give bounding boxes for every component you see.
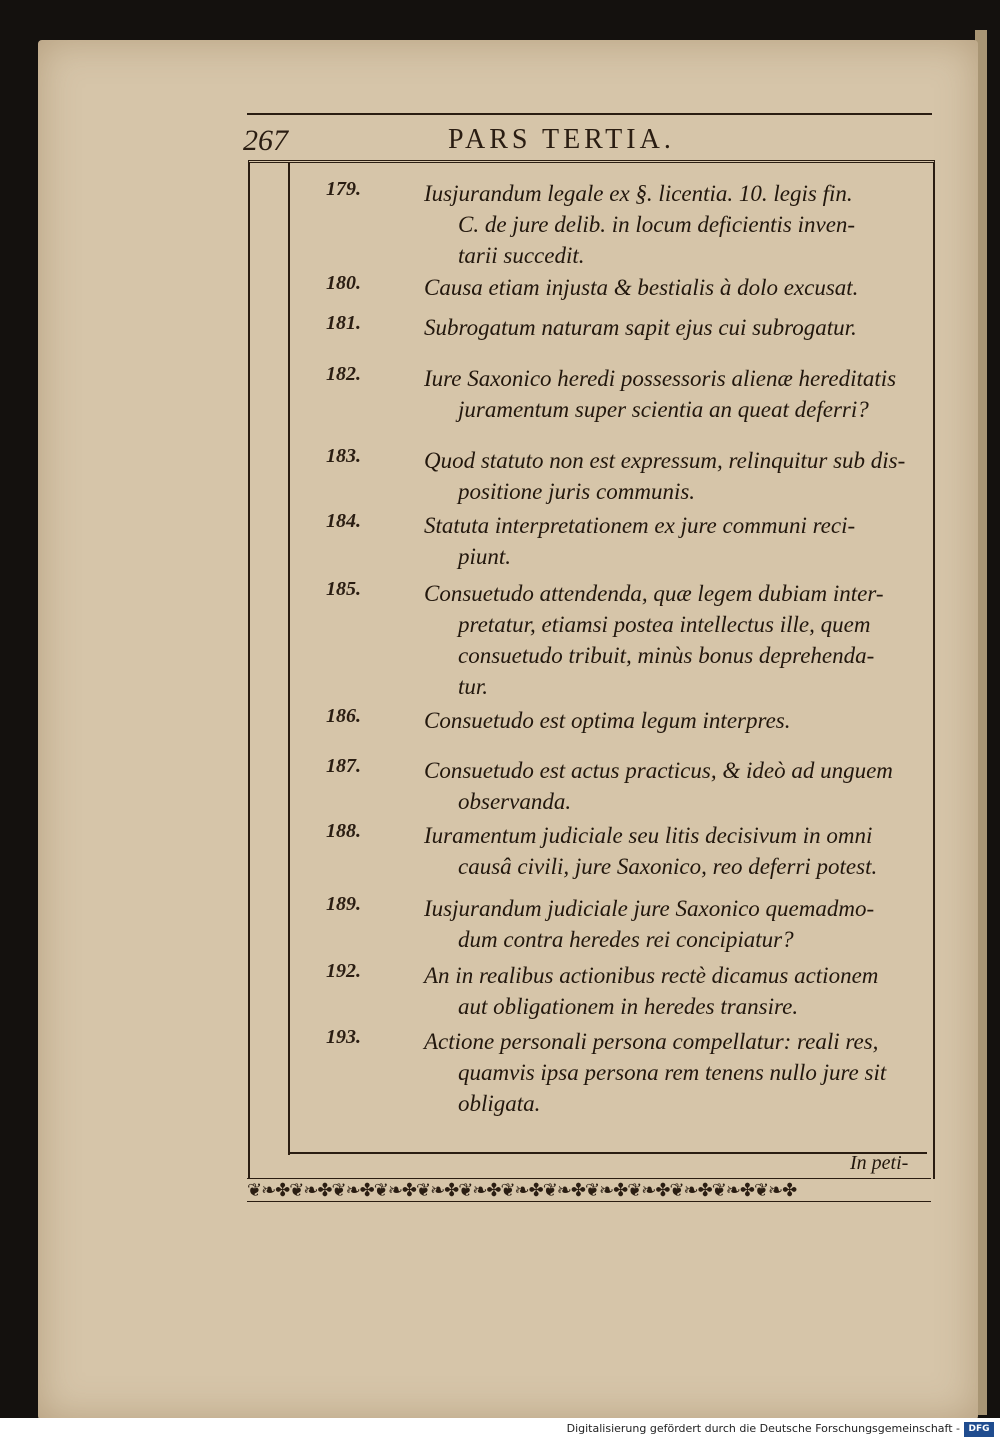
entry-line: aut obligationem in heredes transire. bbox=[458, 994, 799, 1019]
entry-number: 189. bbox=[326, 893, 361, 915]
entry-line: Consuetudo attendenda, quæ legem dubiam inter- bbox=[424, 581, 884, 606]
entry-line: consuetudo tribuit, minùs bonus deprehenda- bbox=[458, 643, 875, 668]
catchword: In peti- bbox=[850, 1152, 909, 1174]
entry-number: 184. bbox=[326, 510, 361, 532]
entry-text bbox=[424, 820, 930, 882]
entry-line: pretatur, etiamsi postea intellectus ille, quem bbox=[458, 612, 871, 637]
entry-line: quamvis ipsa persona rem tenens nullo jure sit bbox=[458, 1060, 887, 1085]
entry-line: Iusjurandum legale ex §. licentia. 10. legis fin. bbox=[424, 181, 853, 206]
running-head: PARS TERTIA. bbox=[448, 124, 675, 155]
entry-text bbox=[424, 510, 930, 572]
entry-line: juramentum super scientia an queat deferri? bbox=[458, 397, 869, 422]
entry-line: obligata. bbox=[458, 1091, 541, 1116]
ornamental-border: ❦❧✤❦❧✤❦❧✤❦❧✤❦❧✤❦❧✤❦❧✤❦❧✤❦❧✤❦❧✤❦❧✤❦❧✤❦❧✤ bbox=[247, 1178, 931, 1202]
page-number: 267 bbox=[243, 124, 288, 157]
entry-number: 188. bbox=[326, 820, 361, 842]
entry-line: observanda. bbox=[458, 789, 572, 814]
entry-number: 192. bbox=[326, 960, 361, 982]
entry-line: Iure Saxonico heredi possessoris alienæ hereditatis bbox=[424, 366, 897, 391]
footer bbox=[0, 1418, 1000, 1443]
entry-number: 180. bbox=[326, 272, 361, 294]
entry-line: C. de jure delib. in locum deficientis inven- bbox=[458, 212, 856, 237]
entry-line: tarii succedit. bbox=[458, 243, 585, 268]
entry-text bbox=[424, 445, 930, 507]
entry-number: 181. bbox=[326, 312, 361, 334]
entry-text bbox=[424, 363, 930, 425]
entry-line: Consuetudo est actus practicus, & ideò ad unguem bbox=[424, 758, 893, 783]
entry-number: 187. bbox=[326, 755, 361, 777]
entry-text bbox=[424, 705, 930, 736]
entry-line: tur. bbox=[458, 674, 489, 699]
entry-number: 185. bbox=[326, 578, 361, 600]
entry-text bbox=[424, 178, 930, 271]
entry-number: 193. bbox=[326, 1026, 361, 1048]
top-rule bbox=[247, 113, 932, 115]
entry-line: Quod statuto non est expressum, relinquitur sub dis- bbox=[424, 448, 906, 473]
entry-number: 182. bbox=[326, 363, 361, 385]
entry-text bbox=[424, 312, 930, 343]
entry-line: Statuta interpretationem ex jure communi reci- bbox=[424, 513, 856, 538]
entry-line: piunt. bbox=[458, 544, 512, 569]
entry-text bbox=[424, 893, 930, 955]
footer-credit: Digitalisierung gefördert durch die Deutsche Forschungsgemeinschaft - bbox=[566, 1422, 960, 1435]
bottom-rule bbox=[290, 1152, 927, 1154]
entry-line: Actione personali persona compellatur: reali res, bbox=[424, 1029, 879, 1054]
entry-text bbox=[424, 578, 930, 702]
entry-text bbox=[424, 755, 930, 817]
entry-line: positione juris communis. bbox=[458, 479, 696, 504]
entry-text bbox=[424, 1026, 930, 1119]
entry-line: An in realibus actionibus rectè dicamus actionem bbox=[424, 963, 879, 988]
entry-line: Subrogatum naturam sapit ejus cui subrogatur. bbox=[424, 315, 857, 340]
entry-text bbox=[424, 272, 930, 303]
entry-number: 179. bbox=[326, 178, 361, 200]
inner-rule bbox=[288, 163, 290, 1155]
entry-line: Causa etiam injusta & bestialis à dolo excusat. bbox=[424, 275, 859, 300]
entry-line: Iusjurandum judiciale jure Saxonico quemadmo- bbox=[424, 896, 875, 921]
entry-number: 186. bbox=[326, 705, 361, 727]
entry-number: 183. bbox=[326, 445, 361, 467]
entry-line: Iuramentum judiciale seu litis decisivum in omni bbox=[424, 823, 873, 848]
entry-line: causâ civili, jure Saxonico, reo deferri potest. bbox=[458, 854, 878, 879]
dfg-logo-icon: DFG bbox=[964, 1422, 994, 1437]
entry-line: Consuetudo est optima legum interpres. bbox=[424, 708, 791, 733]
entry-text bbox=[424, 960, 930, 1022]
entry-line: dum contra heredes rei concipiatur? bbox=[458, 927, 794, 952]
